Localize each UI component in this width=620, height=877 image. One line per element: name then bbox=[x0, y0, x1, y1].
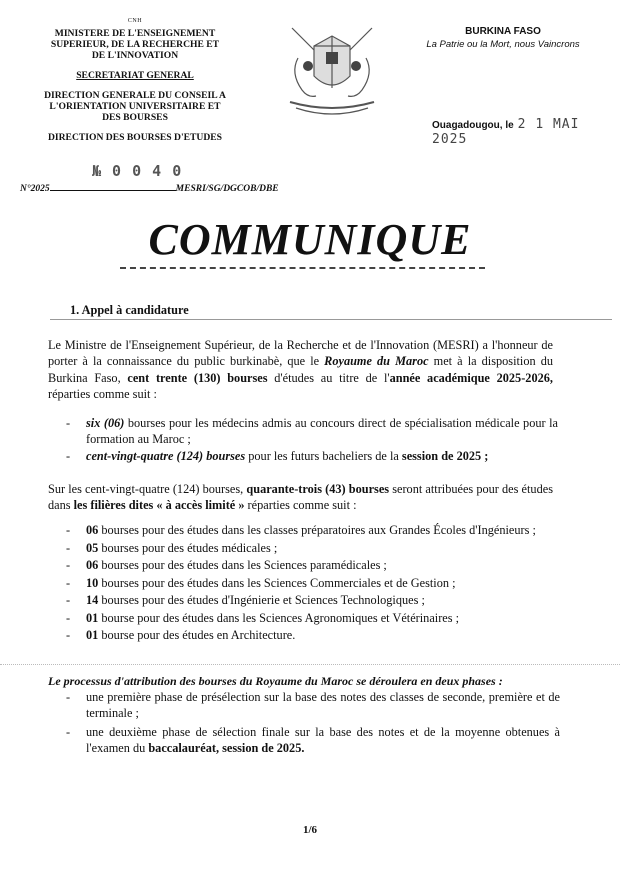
place-date bbox=[432, 117, 620, 147]
place-label: Ouagadougou, le bbox=[432, 120, 514, 131]
section-divider bbox=[50, 319, 612, 320]
bullet-dash: - bbox=[66, 628, 71, 642]
intro-paragraph bbox=[48, 337, 553, 403]
section-heading bbox=[70, 303, 189, 318]
reference-prefix: N°2025 bbox=[20, 184, 50, 194]
reference-number bbox=[20, 181, 320, 194]
list-item-text: bourses pour des études dans les classes préparatoires aux Grandes Écoles d'Ingénieurs ; bbox=[98, 523, 536, 537]
para2-text-2: seront attribuées pour des études dans bbox=[48, 482, 553, 513]
list-item bbox=[66, 576, 556, 592]
document-title: COMMUNIQUE bbox=[148, 215, 472, 264]
limited-access-paragraph bbox=[48, 481, 553, 514]
intro-text-4: réparties comme suit : bbox=[48, 387, 157, 402]
para2-text-1: Sur les cent-vingt-quatre (124) bourses, bbox=[48, 482, 247, 496]
list-item-count: 01 bbox=[86, 610, 99, 625]
list-item-text: une deuxième phase de sélection finale sur la base des notes et de la moyenne obtenues à l'examen du bbox=[86, 725, 560, 755]
list-item bbox=[66, 558, 556, 574]
intro-scholarship-count: cent trente (130) bourses bbox=[127, 370, 268, 385]
list-item bbox=[66, 416, 558, 447]
list-item-bold: baccalauréat, session de 2025. bbox=[148, 740, 305, 755]
list-item-text: une première phase de présélection sur la base des notes des classes de seconde, première et de terminale ; bbox=[86, 690, 560, 720]
list-item-count: 06 bbox=[86, 523, 99, 537]
list-item bbox=[66, 523, 556, 539]
bullet-dash: - bbox=[66, 523, 71, 537]
process-list bbox=[66, 690, 560, 756]
ministry-name-line-3: DE L'INNOVATION bbox=[91, 50, 179, 61]
list-item bbox=[66, 725, 560, 756]
list-item bbox=[66, 541, 556, 557]
list-item-text: bourses pour les médecins admis au concours direct de spécialisation médicale pour la formation au Maroc ; bbox=[86, 416, 558, 446]
ministry-header bbox=[20, 16, 250, 143]
republic-header bbox=[408, 26, 598, 50]
list-item-count: 05 bbox=[86, 540, 99, 555]
process-heading: Le processus d'attribution des bourses du Royaume du Maroc se déroulera en deux phases : bbox=[48, 674, 503, 688]
bullet-dash: - bbox=[66, 540, 71, 555]
intro-text-2: met à la disposition du Burkina Faso, bbox=[48, 354, 553, 385]
intro-text-3: d'études au titre de l' bbox=[267, 370, 390, 385]
country-name: BURKINA FASO bbox=[465, 26, 541, 37]
intro-country: Royaume du Maroc bbox=[324, 354, 429, 369]
ministry-name-line-1: MINISTERE DE L'ENSEIGNEMENT bbox=[54, 28, 216, 39]
title-divider bbox=[120, 267, 485, 269]
list-item-bold: cent-vingt-quatre (124) bourses bbox=[86, 449, 246, 463]
list-item-text: bourses pour des études médicales ; bbox=[98, 540, 278, 555]
bullet-dash: - bbox=[66, 575, 71, 590]
list-item-count: 14 bbox=[86, 593, 99, 607]
list-item bbox=[66, 628, 556, 644]
bullet-dash: - bbox=[66, 610, 71, 625]
emblem-caption: CNH bbox=[127, 18, 143, 24]
list-item bbox=[66, 593, 556, 609]
bullet-dash: - bbox=[66, 416, 71, 430]
list-item bbox=[66, 690, 560, 721]
para2-count: quarante-trois (43) bourses bbox=[246, 482, 390, 496]
list-item-count: 01 bbox=[86, 628, 99, 642]
direction-generale-line-2: L'ORIENTATION UNIVERSITAIRE ET bbox=[49, 101, 221, 112]
direction-label: DIRECTION DES BOURSES D'ETUDES bbox=[47, 132, 223, 143]
secretariat-label: SECRETARIAT GENERAL bbox=[76, 70, 194, 81]
bullet-dash: - bbox=[66, 690, 71, 704]
para2-text-3: réparties comme suit : bbox=[244, 498, 357, 513]
bullet-dash: - bbox=[66, 593, 71, 607]
list-item-text: bourses pour des études d'Ingénierie et Sciences Technologiques ; bbox=[98, 593, 425, 607]
list-item-bold: six (06) bbox=[86, 416, 125, 430]
list-item-text: bourses pour des études dans les Sciences Commerciales et de Gestion ; bbox=[98, 575, 456, 590]
page-number: 1/6 bbox=[302, 824, 318, 836]
coat-of-arms-icon bbox=[272, 18, 392, 126]
fields-list bbox=[66, 523, 556, 644]
ministry-name-line-2: SUPERIEUR, DE LA RECHERCHE ET bbox=[50, 39, 220, 50]
bullet-dash: - bbox=[66, 725, 71, 739]
national-motto: La Patrie ou la Mort, nous Vaincrons bbox=[426, 39, 580, 50]
direction-generale-line-3: DES BOURSES bbox=[102, 112, 168, 123]
allocation-list bbox=[66, 416, 558, 465]
list-item-text: bourse pour des études en Architecture. bbox=[98, 628, 296, 642]
registry-stamp-number: № 0 0 4 0 bbox=[92, 162, 183, 180]
scan-artifact-line bbox=[0, 664, 620, 665]
list-item-text: bourse pour des études dans les Sciences Agronomiques et Vétérinaires ; bbox=[98, 610, 460, 625]
list-item bbox=[66, 611, 556, 627]
date-stamp: 2 1 MAI 2025 bbox=[432, 117, 580, 147]
bullet-dash: - bbox=[66, 558, 71, 572]
list-item-text: bourses pour des études dans les Sciences paramédicales ; bbox=[98, 558, 387, 572]
reference-suffix: MESRI/SG/DGCOB/DBE bbox=[175, 184, 279, 194]
section-heading-text: 1. Appel à candidature bbox=[70, 303, 189, 317]
list-item-tail: session de 2025 ; bbox=[401, 449, 489, 463]
list-item-count: 06 bbox=[86, 558, 99, 572]
list-item bbox=[66, 449, 558, 465]
intro-text-1: Le Ministre de l'Enseignement Supérieur, de la Recherche et de l'Innovation (MESRI) a l'honneur de porter à la connaissance du public burkinabè, que le bbox=[48, 338, 553, 369]
para2-fields: les filières dites « à accès limité » bbox=[73, 498, 245, 513]
list-item-text: pour les futurs bacheliers de la bbox=[245, 449, 402, 463]
reference-blank-line bbox=[50, 181, 176, 191]
list-item-count: 10 bbox=[86, 575, 99, 590]
bullet-dash: - bbox=[66, 449, 71, 463]
direction-generale-line-1: DIRECTION GENERALE DU CONSEIL A bbox=[44, 90, 226, 101]
intro-academic-year: année académique 2025-2026, bbox=[389, 370, 553, 385]
